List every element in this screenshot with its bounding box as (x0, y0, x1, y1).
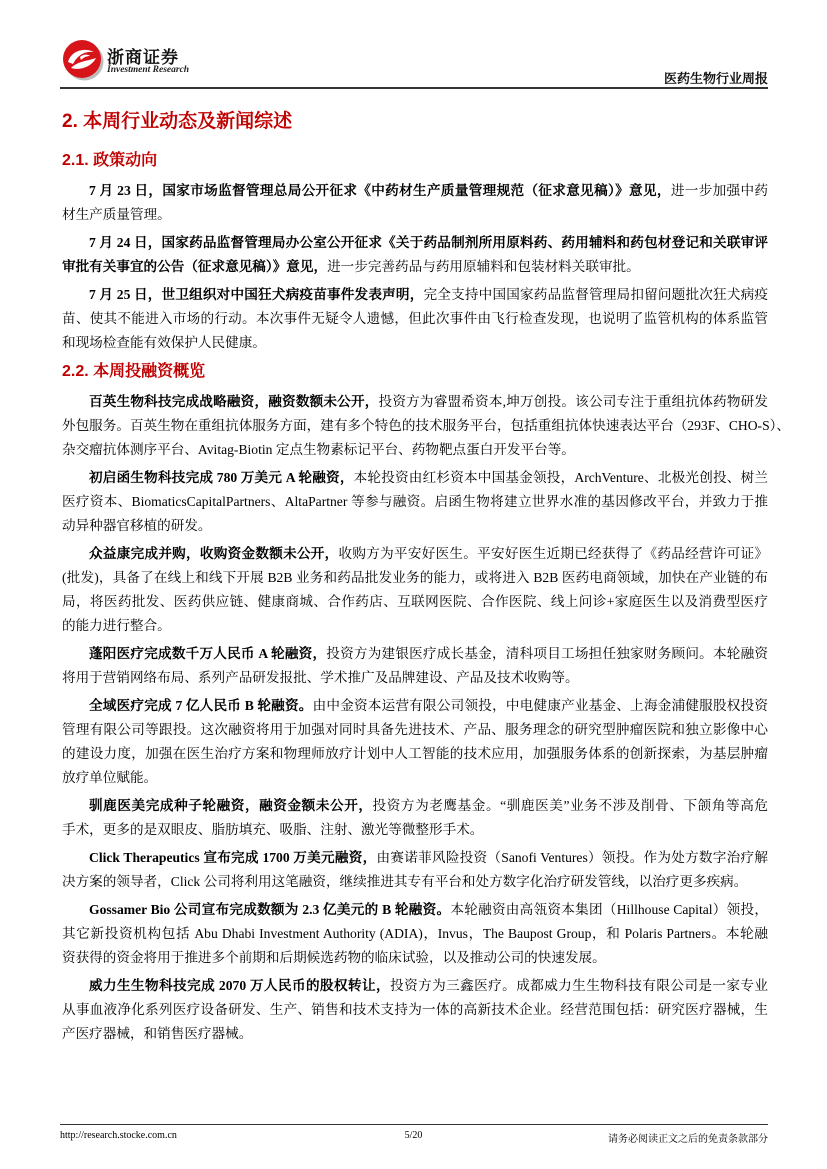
text-line (62, 718, 768, 742)
page-number: 5/20 (404, 1130, 423, 1141)
text-line (62, 742, 768, 766)
text-line (62, 846, 768, 870)
text-line (62, 666, 768, 690)
paragraph-lead: 7 月 25 日，世卫组织对中国狂犬病疫苗事件发表声明， (89, 287, 424, 302)
paragraph-text: 管理有限公司等跟投。这次融资将用于加强对同时具备先进技术、产品、服务理念的研究型肿瘤医院和独立影像中心 (62, 722, 768, 737)
news-paragraph (62, 846, 768, 894)
paragraph-text: 的能力进行整合。 (62, 618, 171, 633)
text-line (62, 542, 768, 566)
main-content (62, 106, 791, 1046)
news-paragraph (62, 542, 768, 638)
paragraph-text: 收购方为平安好医生。平安好医生近期已经获得了《药品经营许可证》 (338, 546, 769, 561)
paragraph-text: (批发)，具备了在线上和线下开展 B2B 业务和药品批发业务的能力，或将进入 B2B 医药电商领域，加快在产业链的布 (62, 570, 768, 585)
text-line (62, 766, 768, 790)
news-paragraph (62, 283, 768, 355)
news-paragraph (62, 974, 768, 1046)
text-line (62, 283, 768, 307)
paragraph-text: 和现场检查能有效保护人民健康。 (62, 335, 266, 350)
text-line (62, 514, 768, 538)
text-line (62, 998, 768, 1022)
paragraph-lead: 审批有关事宜的公告（征求意见稿）》意见， (62, 259, 328, 274)
text-line (62, 870, 768, 894)
text-line (62, 179, 768, 203)
text-line (62, 331, 768, 355)
page-title: 2. 本周行业动态及新闻综述 (62, 111, 293, 132)
paragraph-text: 手术，更多的是双眼皮、脂肪填充、吸脂、注射、激光等微整形手术。 (62, 822, 484, 837)
text-line (62, 614, 768, 638)
footer-url: http://research.stocke.com.cn (60, 1130, 177, 1141)
paragraph-text: 放疗单位赋能。 (62, 770, 158, 785)
report-type: 医药生物行业周报 (663, 71, 768, 86)
paragraph-lead: 百英生物科技完成战略融资，融资数额未公开， (89, 394, 379, 409)
zheshang-logo-icon (60, 37, 106, 83)
news-paragraph (62, 390, 791, 462)
brand-subtitle: Investment Research (107, 65, 190, 75)
paragraph-text: 进一步完善药品与药用原辅料和包装材料关联审批。 (327, 259, 640, 274)
news-paragraph (62, 642, 768, 690)
paragraph-text: 投资方为睿盟希资本,坤万创投。该公司专注于重组抗体药物研发 (378, 394, 768, 409)
paragraph-text: 材生产质量管理。 (62, 207, 171, 222)
footer-disclaimer: 请务必阅读正文之后的免责条款部分 (608, 1134, 768, 1145)
paragraph-text: 医疗资本、BiomaticsCapitalPartners、AltaPartner 等参与融资。启函生物将建立世界水准的基因修改平台，并致力于推 (62, 494, 768, 509)
text-line (62, 566, 768, 590)
section-heading: 2.1. 政策动向 (62, 152, 158, 169)
news-paragraph (62, 898, 768, 970)
text-line (62, 1022, 768, 1046)
news-paragraph (62, 179, 768, 227)
paragraph-lead: 众益康完成并购，收购资金数额未公开， (89, 546, 339, 561)
news-paragraph (62, 694, 768, 790)
paragraph-text: 由赛诺菲风险投资（Sanofi Ventures）领投。作为处方数字治疗解 (376, 850, 768, 865)
text-line (62, 898, 768, 922)
section-heading: 2.2. 本周投融资概览 (62, 363, 206, 380)
paragraph-lead: 威力生生物科技完成 2070 万人民币的股权转让， (89, 978, 391, 993)
text-line (62, 231, 768, 255)
paragraph-text: 产医疗器械，和销售医疗器械。 (62, 1026, 253, 1041)
text-line (62, 307, 768, 331)
paragraph-text: 苗、使其不能进入市场的行动。本次事件无疑令人遗憾，但此次事件由飞行检查发现，也说明了监管机构的体系监管 (62, 311, 768, 326)
paragraph-text: 将用于营销网络布局、系列产品研发报批、学术推广及品牌建设、产品及技术收购等。 (62, 670, 579, 685)
paragraph-text: 从事血液净化系列医疗设备研发、生产、销售和技术支持为一体的高新技术企业。经营范围包括：研究医疗器械，生 (62, 1002, 768, 1017)
paragraph-text: 决方案的领导者，Click 公司将利用这笔融资，继续推进其专有平台和处方数字化治疗研发管线，以治疗更多疾病。 (62, 874, 748, 889)
paragraph-text: 动异种器官移植的研发。 (62, 518, 212, 533)
paragraph-text: 投资方为三鑫医疗。成都威力生生物科技有限公司是一家专业 (390, 978, 769, 993)
text-line (62, 818, 768, 842)
paragraph-lead: 全域医疗完成 7 亿人民币 B 轮融资。 (89, 698, 313, 713)
text-line (62, 974, 768, 998)
paragraph-text: 资获得的资金将用于推进多个前期和后期候选药物的临床试验，以及推动公司的快速发展。 (62, 950, 606, 965)
paragraph-text: 本轮投资由红杉资本中国基金领投，ArchVenture、北极光创投、树兰 (353, 470, 768, 485)
paragraph-text: 完全支持中国国家药品监督管理局扣留问题批次狂犬病疫 (423, 287, 768, 302)
text-line (62, 794, 768, 818)
paragraph-text: 由中金资本运营有限公司领投，中电健康产业基金、上海金浦健服股权投资 (312, 698, 769, 713)
paragraph-text: 杂交瘤抗体测序平台、Avitag-Biotin 定点生物素标记平台、药物靶点蛋白开发平台等。 (62, 442, 575, 457)
text-line (62, 590, 768, 614)
text-line (62, 255, 768, 279)
paragraph-text: 投资方为老鹰基金。“驯鹿医美”业务不涉及削骨、下颌角等高危 (372, 798, 768, 813)
paragraph-text: 本轮融资由高瓴资本集团（Hillhouse Capital）领投， (450, 902, 768, 917)
paragraph-lead: Click Therapeutics 宣布完成 1700 万美元融资， (89, 850, 377, 865)
brand-name: 浙商证券 (107, 48, 179, 67)
paragraph-text: 投资方为建银医疗成长基金，清科项目工场担任独家财务顾问。本轮融资 (326, 646, 768, 661)
header-divider (60, 87, 768, 89)
paragraph-lead: 7 月 23 日，国家市场监督管理总局公开征求《中药材生产质量管理规范（征求意见稿）》意见， (89, 183, 671, 198)
news-paragraph (62, 466, 768, 538)
news-paragraph (62, 794, 768, 842)
paragraph-text: 进一步加强中药 (670, 183, 768, 198)
footer-divider (60, 1124, 768, 1125)
paragraph-lead: 7 月 24 日，国家药品监督管理局办公室公开征求《关于药品制剂所用原料药、药用辅料和药包材登记和关联审评 (89, 235, 768, 250)
text-line (62, 642, 768, 666)
text-line (62, 946, 768, 970)
paragraph-lead: 蓬阳医疗完成数千万人民币 A 轮融资， (89, 646, 327, 661)
text-line (62, 922, 768, 946)
text-line (62, 438, 768, 462)
text-line (62, 203, 768, 227)
paragraph-lead: 驯鹿医美完成种子轮融资，融资金额未公开， (89, 798, 373, 813)
paragraph-text: 的建设力度，加强在医生治疗方案和物理师放疗计划中人工智能的技术应用，加强服务体系的创新探索，为基层肿瘤 (62, 746, 768, 761)
text-line (62, 466, 768, 490)
text-line (62, 694, 768, 718)
text-line (62, 414, 791, 438)
text-line (62, 490, 768, 514)
paragraph-lead: 初启函生物科技完成 780 万美元 A 轮融资， (89, 470, 354, 485)
paragraph-text: 外包服务。百英生物在重组抗体服务方面，建有多个特色的技术服务平台，包括重组抗体快速表达平台（293F、CHO-S）、 (62, 418, 791, 433)
paragraph-text: 局，将医药批发、医药供应链、健康商城、合作药店、互联网医院、合作医院、线上问诊+家庭医生以及消费型医疗 (62, 594, 768, 609)
news-paragraph (62, 231, 768, 279)
paragraph-lead: Gossamer Bio 公司宣布完成数额为 2.3 亿美元的 B 轮融资。 (89, 902, 451, 917)
paragraph-text: 其它新投资机构包括 Abu Dhabi Investment Authority (ADIA)，Invus，The Baupost Group，和 Polaris Partners。本轮融 (62, 926, 768, 941)
text-line (62, 390, 768, 414)
